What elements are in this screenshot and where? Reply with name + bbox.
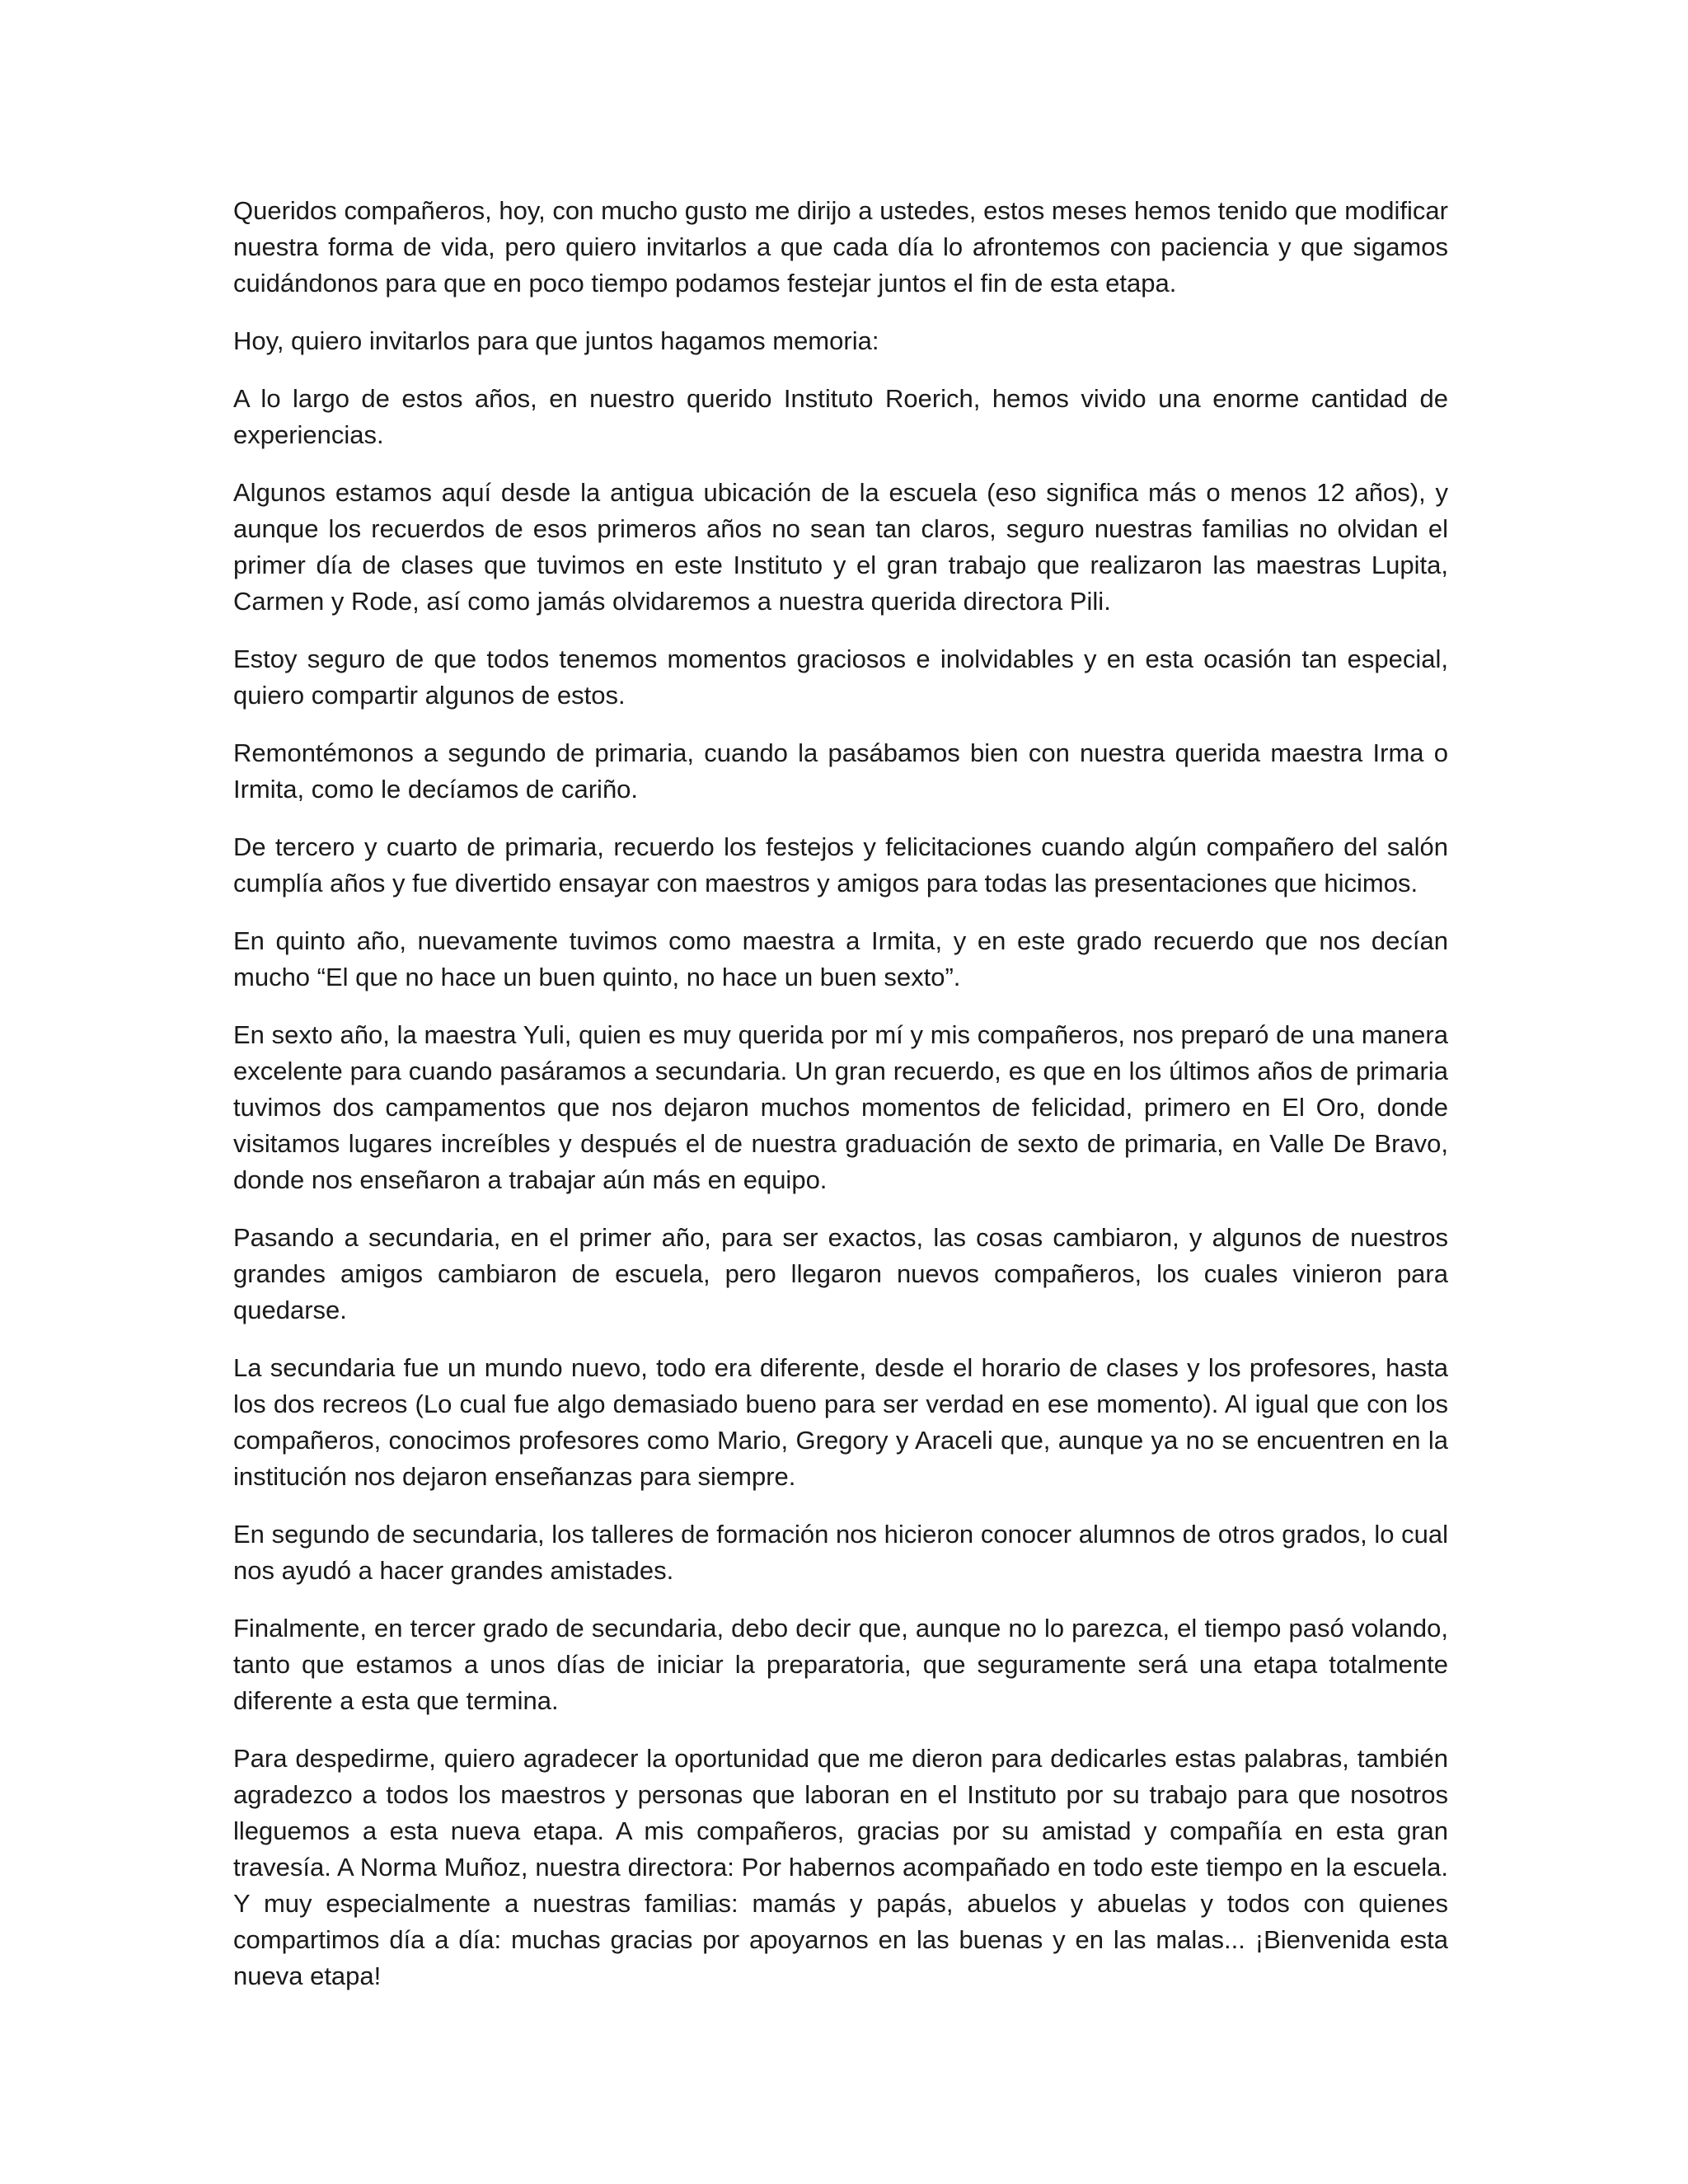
paragraph-3: A lo largo de estos años, en nuestro querido Instituto Roerich, hemos vivido una enorme cantidad de experiencias. (233, 384, 1448, 449)
paragraph-12: En segundo de secundaria, los talleres de formación nos hicieron conocer alumnos de otros grados, lo cual nos ayudó a hacer grandes amistades. (233, 1520, 1448, 1585)
paragraph-2: Hoy, quiero invitarlos para que juntos hagamos memoria: (233, 326, 879, 355)
paragraph-4: Algunos estamos aquí desde la antigua ubicación de la escuela (eso significa más o menos 12 años), y aunque los recuerdos de esos primeros años no sean tan claros, seguro nuestras familias no olvidan el primer día de clases que tuvimos en este Instituto y el gran trabajo que realizaron las maestras Lupita, Carmen y Rode, así como jamás olvidaremos a nuestra querida directora Pili. (233, 478, 1448, 616)
paragraph-10: Pasando a secundaria, en el primer año, para ser exactos, las cosas cambiaron, y algunos de nuestros grandes amigos cambiaron de escuela, pero llegaron nuevos compañeros, los cuales vinieron para quedarse. (233, 1223, 1448, 1324)
paragraph-13: Finalmente, en tercer grado de secundaria, debo decir que, aunque no lo parezca, el tiempo pasó volando, tanto que estamos a unos días de iniciar la preparatoria, que seguramente será una etapa totalmente diferente a esta que termina. (233, 1614, 1448, 1715)
paragraph-7: De tercero y cuarto de primaria, recuerdo los festejos y felicitaciones cuando algún compañero del salón cumplía años y fue divertido ensayar con maestros y amigos para todas las presentaciones que hicimos. (233, 832, 1448, 898)
paragraph-1: Queridos compañeros, hoy, con mucho gusto me dirijo a ustedes, estos meses hemos tenido que modificar nuestra forma de vida, pero quiero invitarlos a que cada día lo afrontemos con paciencia y que sigamos cuidándonos para que en poco tiempo podamos festejar juntos el fin de esta etapa. (233, 196, 1448, 298)
paragraph-6: Remontémonos a segundo de primaria, cuando la pasábamos bien con nuestra querida maestra Irma o Irmita, como le decíamos de cariño. (233, 738, 1448, 804)
paragraph-11: La secundaria fue un mundo nuevo, todo era diferente, desde el horario de clases y los profesores, hasta los dos recreos (Lo cual fue algo demasiado bueno para ser verdad en ese momento). Al igual que con los compañeros, conocimos profesores como Mario, Gregory y Araceli que, aunque ya no se encuentren en la institución nos dejaron enseñanzas para siempre. (233, 1353, 1448, 1491)
document-page (233, 193, 1448, 2016)
paragraph-5: Estoy seguro de que todos tenemos momentos graciosos e inolvidables y en esta ocasión tan especial, quiero compartir algunos de estos. (233, 644, 1448, 710)
paragraph-14: Para despedirme, quiero agradecer la oportunidad que me dieron para dedicarles estas palabras, también agradezco a todos los maestros y personas que laboran en el Instituto por su trabajo para que nosotros lleguemos a esta nueva etapa. A mis compañeros, gracias por su amistad y compañía en esta gran travesía. A Norma Muñoz, nuestra directora: Por habernos acompañado en todo este tiempo en la escuela. Y muy especialmente a nuestras familias: mamás y papás, abuelos y abuelas y todos con quienes compartimos día a día: muchas gracias por apoyarnos en las buenas y en las malas... ¡Bienvenida esta nueva etapa! (233, 1744, 1448, 1990)
paragraph-8: En quinto año, nuevamente tuvimos como maestra a Irmita, y en este grado recuerdo que nos decían mucho “El que no hace un buen quinto, no hace un buen sexto”. (233, 926, 1448, 991)
paragraph-9: En sexto año, la maestra Yuli, quien es muy querida por mí y mis compañeros, nos preparó de una manera excelente para cuando pasáramos a secundaria. Un gran recuerdo, es que en los últimos años de primaria tuvimos dos campamentos que nos dejaron muchos momentos de felicidad, primero en El Oro, donde visitamos lugares increíbles y después el de nuestra graduación de sexto de primaria, en Valle De Bravo, donde nos enseñaron a trabajar aún más en equipo. (233, 1020, 1448, 1194)
